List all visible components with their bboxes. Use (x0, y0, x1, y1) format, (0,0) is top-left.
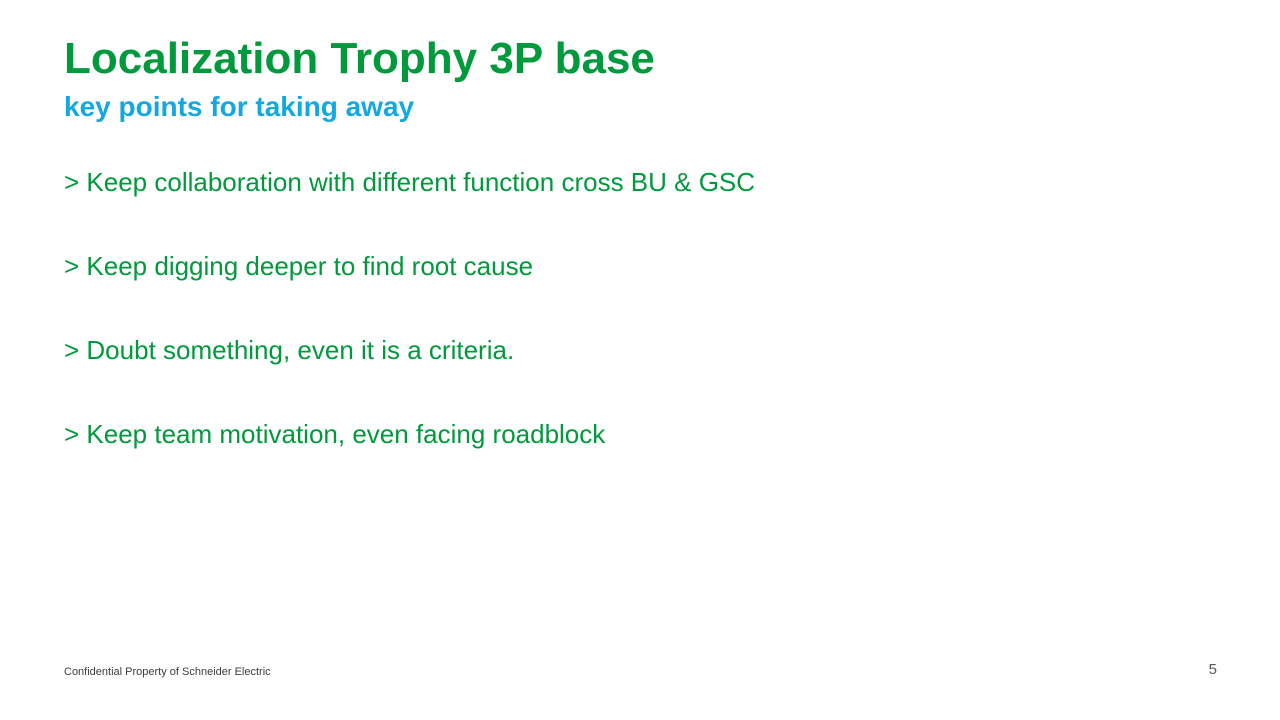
key-points-list (64, 165, 755, 501)
key-point-item: > Doubt something, even it is a criteria. (64, 335, 515, 365)
slide-subtitle: key points for taking away (64, 91, 415, 122)
key-point-item: > Keep collaboration with different function cross BU & GSC (64, 167, 756, 197)
page-number: 5 (1208, 661, 1217, 678)
confidentiality-footer: Confidential Property of Schneider Electric (64, 666, 271, 678)
key-point-item: > Keep team motivation, even facing roadblock (64, 419, 606, 449)
slide-title: Localization Trophy 3P base (64, 34, 655, 83)
key-point-item: > Keep digging deeper to find root cause (64, 251, 534, 281)
